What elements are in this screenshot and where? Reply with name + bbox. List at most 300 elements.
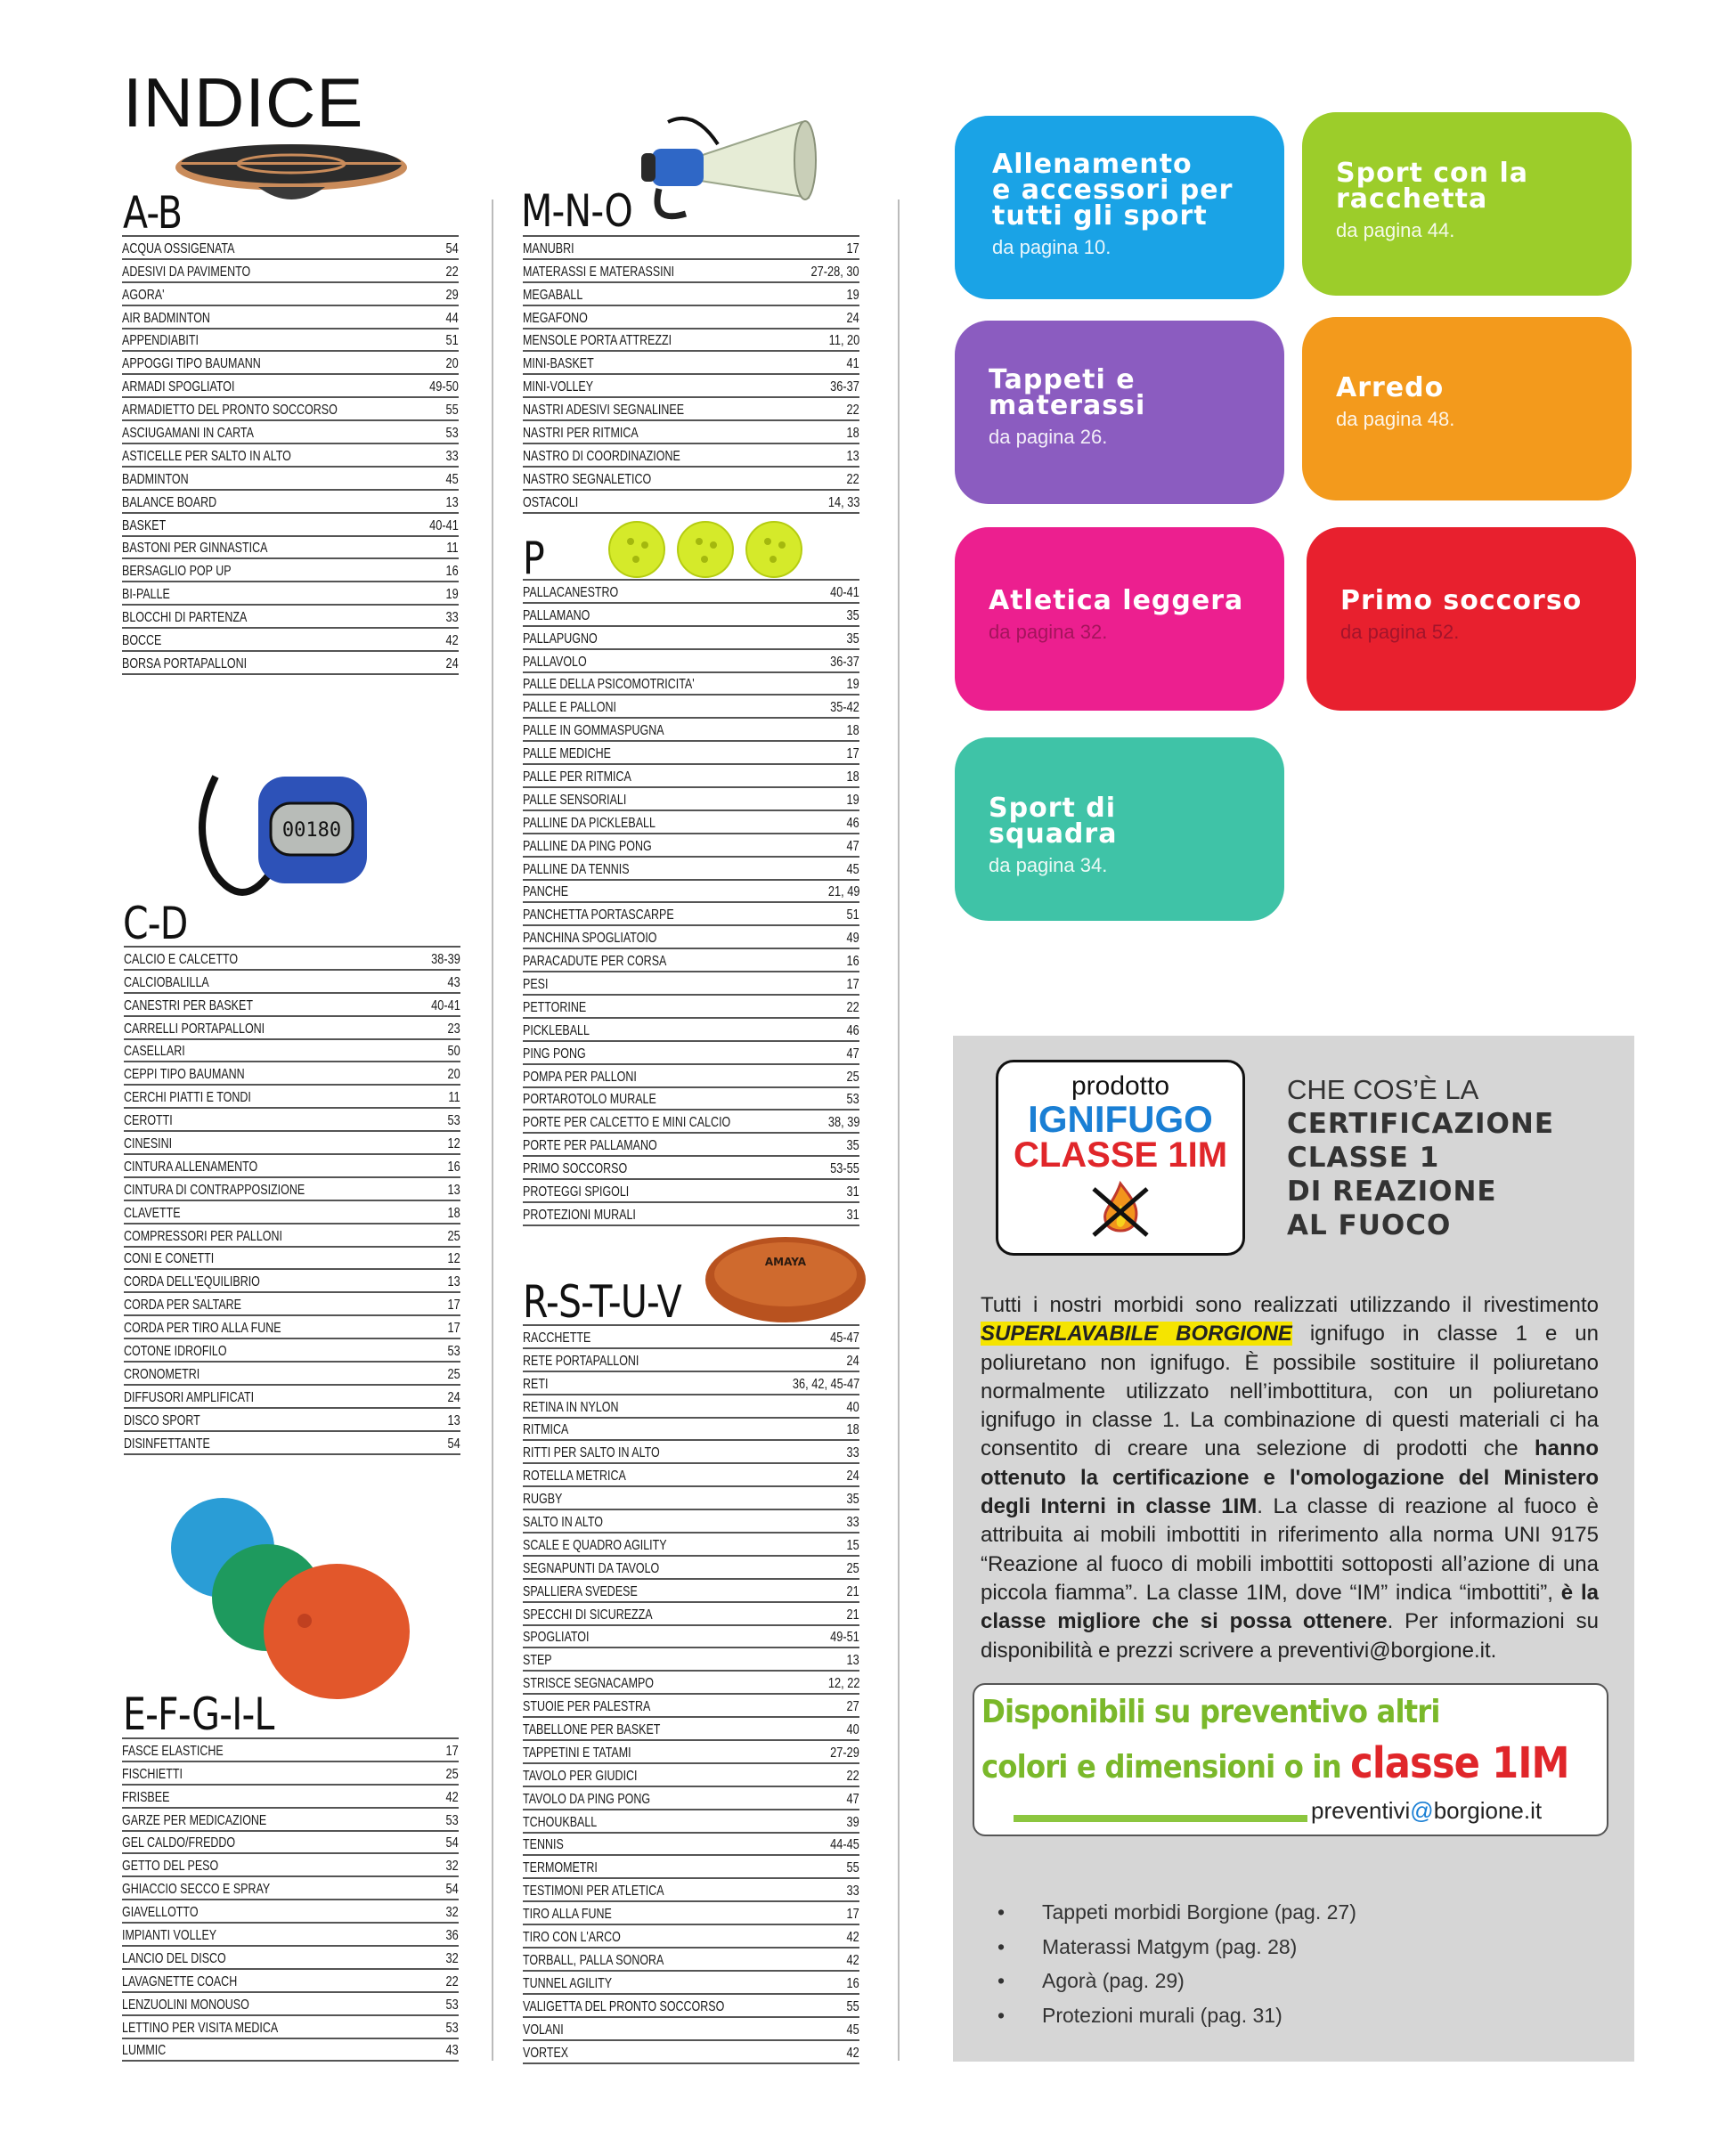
index-entry-page: 22 [445, 264, 459, 280]
section-heading: P [523, 533, 544, 584]
category-tile-tappeti[interactable] [955, 321, 1284, 504]
index-entry-page: 22 [846, 403, 859, 419]
index-entry-name: TENNIS [523, 1837, 564, 1853]
index-row [523, 858, 859, 881]
index-entry-page: 49-50 [429, 379, 459, 395]
index-entry-name: BALANCE BOARD [122, 494, 217, 510]
index-row [523, 1648, 859, 1672]
quote-promo-box [973, 1683, 1608, 1836]
column-divider [898, 199, 900, 2061]
index-row [124, 1363, 460, 1386]
index-entry-page: 46 [846, 815, 859, 831]
index-entry-name: DIFFUSORI AMPLIFICATI [124, 1389, 255, 1405]
index-entry-page: 18 [846, 1422, 859, 1438]
index-row [122, 1970, 459, 1993]
index-entry-name: CORDA PER TIRO ALLA FUNE [124, 1321, 281, 1337]
index-row [523, 1395, 859, 1419]
list-item: • Protezioni murali (pag. 31) [998, 1998, 1356, 2033]
index-entry-name: PORTE PER CALCETTO E MINI CALCIO [523, 1115, 731, 1131]
index-row [523, 1019, 859, 1042]
index-entry-name: CINTURA DI CONTRAPPOSIZIONE [124, 1182, 305, 1198]
index-entry-name: LENZUOLINI MONOUSO [122, 1997, 249, 2013]
index-row [124, 1155, 460, 1178]
index-entry-name: ARMADI SPOGLIATOI [122, 379, 235, 395]
index-row [124, 1316, 460, 1339]
index-row [124, 1132, 460, 1155]
index-entry-name: ROTELLA METRICA [523, 1469, 626, 1485]
index-row [122, 237, 459, 260]
index-entry-name: TAVOLO PER GIUDICI [523, 1768, 638, 1784]
index-entry-name: VOLANI [523, 2022, 564, 2038]
list-item: • Materassi Matgym (pag. 28) [998, 1930, 1356, 1965]
category-tile-atletica[interactable] [955, 527, 1284, 711]
index-row [122, 1762, 459, 1786]
index-entry-page: 24 [445, 655, 459, 671]
index-row [122, 1739, 459, 1762]
index-entry-name: ASTICELLE PER SALTO IN ALTO [122, 448, 291, 464]
index-entry-page: 17 [846, 977, 859, 993]
index-entry-name: IMPIANTI VOLLEY [122, 1928, 217, 1944]
tile-title: Atletica leggera [989, 585, 1244, 616]
index-row [124, 1086, 460, 1109]
index-entry-name: BASTONI PER GINNASTICA [122, 541, 268, 557]
index-entry-name: CLAVETTE [124, 1205, 181, 1221]
index-entry-page: 19 [445, 587, 459, 603]
index-entry-page: 42 [846, 2045, 859, 2061]
index-row [523, 468, 859, 491]
tile-page-ref: da pagina 34. [989, 854, 1108, 876]
index-entry-name: TIRO ALLA FUNE [523, 1907, 612, 1923]
certification-description [981, 1291, 1599, 1665]
index-entry-page: 43 [447, 974, 460, 990]
list-item-label: Protezioni murali (pag. 31) [1042, 2003, 1282, 2027]
index-entry-page: 11 [448, 1090, 460, 1106]
index-entry-page: 18 [846, 426, 859, 442]
index-entry-name: TUNNEL AGILITY [523, 1975, 613, 1991]
index-list [523, 581, 859, 1226]
email-user: preventivi [1311, 1797, 1411, 1824]
index-row [523, 1834, 859, 1857]
index-entry-page: 54 [445, 240, 459, 256]
index-row [523, 788, 859, 811]
index-row [124, 971, 460, 994]
index-entry-name: APPOGGI TIPO BAUMANN [122, 356, 261, 372]
index-entry-name: PALLAMANO [523, 607, 590, 623]
list-item-label: Agorà (pag. 29) [1042, 1969, 1185, 1992]
tile-page-ref: da pagina 44. [1336, 219, 1455, 241]
index-entry-page: 18 [846, 723, 859, 739]
index-entry-page: 40-41 [830, 584, 859, 600]
index-entry-page: 11, 20 [828, 333, 859, 349]
index-entry-name: CRONOMETRI [124, 1366, 200, 1382]
para-text: . Per informazioni su disponibilità e prezzi scrivere a preventivi@borgione.it. [981, 1609, 1599, 1663]
index-row [523, 1372, 859, 1395]
index-entry-page: 17 [846, 746, 859, 762]
index-entry-page: 54 [445, 1882, 459, 1898]
index-entry-page: 35 [846, 631, 859, 647]
index-entry-name: COTONE IDROFILO [124, 1344, 227, 1360]
index-entry-page: 42 [846, 1952, 859, 1968]
index-entry-page: 40-41 [431, 997, 460, 1013]
certification-heading [1287, 1073, 1554, 1242]
index-entry-page: 22 [846, 999, 859, 1015]
index-entry-name: NASTRI ADESIVI SEGNALINEE [523, 403, 685, 419]
index-row [523, 1441, 859, 1464]
index-entry-page: 36 [445, 1928, 459, 1944]
category-tile-racchetta[interactable] [1302, 112, 1632, 296]
index-entry-name: PROTEGGI SPIGOLI [523, 1184, 630, 1200]
index-entry-page: 45-47 [830, 1330, 859, 1346]
section-heading: M-N-O [521, 185, 632, 237]
index-entry-name: SCALE E QUADRO AGILITY [523, 1537, 667, 1553]
tile-title: Allenamento e accessori per tutti gli sport [992, 149, 1234, 232]
index-entry-name: MINI-VOLLEY [523, 379, 594, 395]
index-entry-name: PARACADUTE PER CORSA [523, 954, 667, 970]
index-entry-page: 23 [447, 1021, 460, 1037]
index-row [523, 972, 859, 996]
index-row [523, 996, 859, 1019]
category-tile-allenamento[interactable] [955, 116, 1284, 299]
index-entry-page: 19 [846, 677, 859, 693]
index-row [523, 742, 859, 765]
index-entry-name: RITMICA [523, 1422, 569, 1438]
tile-title: Sport con la racchetta [1336, 158, 1528, 215]
index-entry-page: 20 [445, 356, 459, 372]
index-row [523, 1065, 859, 1088]
index-entry-page: 55 [846, 1860, 859, 1876]
index-entry-page: 50 [447, 1044, 460, 1060]
index-row [523, 1180, 859, 1203]
index-list [523, 237, 859, 514]
cert-line2: CERTIFICAZIONE [1287, 1108, 1555, 1140]
index-row [523, 1810, 859, 1834]
index-row [523, 237, 859, 260]
index-entry-page: 24 [846, 310, 859, 326]
index-entry-name: PROTEZIONI MURALI [523, 1207, 636, 1223]
index-entry-page: 32 [445, 1905, 459, 1921]
index-row [122, 514, 459, 537]
index-entry-name: RITTI PER SALTO IN ALTO [523, 1445, 660, 1461]
index-entry-name: NASTRI PER RITMICA [523, 426, 639, 442]
index-entry-page: 11 [446, 541, 459, 557]
index-row [523, 834, 859, 858]
index-entry-page: 14, 33 [827, 494, 859, 510]
index-row [523, 949, 859, 972]
index-entry-page: 19 [846, 792, 859, 808]
index-entry-page: 22 [846, 1768, 859, 1784]
cert-line3: CLASSE 1 [1287, 1142, 1440, 1174]
index-entry-name: MATERASSI E MATERASSINI [523, 264, 675, 280]
index-entry-name: VORTEX [523, 2045, 569, 2061]
index-row [122, 1924, 459, 1947]
index-entry-name: CORDA DELL'EQUILIBRIO [124, 1274, 260, 1290]
promo-email-link[interactable] [1311, 1797, 1542, 1825]
index-entry-name: CEPPI TIPO BAUMANN [124, 1067, 245, 1083]
index-entry-page: 55 [445, 403, 459, 419]
index-row [124, 1178, 460, 1201]
index-entry-page: 22 [846, 471, 859, 487]
index-row [523, 1949, 859, 1972]
index-entry-page: 45 [445, 471, 459, 487]
index-entry-page: 24 [447, 1389, 460, 1405]
email-at: @ [1410, 1797, 1434, 1824]
badge-line3: CLASSE 1IM [1013, 1135, 1228, 1175]
tile-page-ref: da pagina 48. [1336, 408, 1455, 430]
index-entry-name: PALLE SENSORIALI [523, 792, 627, 808]
index-entry-name: BLOCCHI DI PARTENZA [122, 610, 248, 626]
index-row [122, 398, 459, 421]
index-row [523, 2018, 859, 2041]
index-row [122, 1993, 459, 2016]
index-entry-page: 21 [846, 1607, 859, 1623]
index-entry-page: 33 [846, 1515, 859, 1531]
index-entry-name: ACQUA OSSIGENATA [122, 240, 235, 256]
index-row [122, 468, 459, 491]
index-entry-page: 45 [846, 2022, 859, 2038]
index-entry-page: 55 [846, 1998, 859, 2014]
index-entry-name: BI-PALLE [122, 587, 170, 603]
index-entry-name: MINI-BASKET [523, 356, 594, 372]
index-row [122, 352, 459, 375]
index-entry-page: 20 [447, 1067, 460, 1083]
index-entry-page: 16 [846, 1975, 859, 1991]
index-entry-page: 22 [445, 1973, 459, 1989]
tile-page-ref: da pagina 52. [1340, 621, 1460, 643]
ignifugo-badge [996, 1060, 1245, 1256]
index-entry-page: 25 [447, 1228, 460, 1244]
index-entry-name: MEGAFONO [523, 310, 588, 326]
index-row [122, 1786, 459, 1809]
index-row [122, 582, 459, 606]
index-row [523, 1419, 859, 1442]
index-row [523, 260, 859, 283]
index-entry-page: 44 [445, 310, 459, 326]
index-entry-page: 21, 49 [827, 884, 859, 900]
index-entry-page: 16 [445, 564, 459, 580]
index-row [122, 1947, 459, 1970]
index-entry-name: BORSA PORTAPALLONI [122, 655, 248, 671]
index-row [523, 881, 859, 904]
index-row [122, 559, 459, 582]
index-entry-page: 12 [447, 1136, 460, 1152]
index-row [122, 1832, 459, 1855]
index-entry-name: BASKET [122, 517, 167, 533]
index-row [523, 1111, 859, 1134]
index-row [124, 1248, 460, 1271]
index-entry-name: CASELLARI [124, 1044, 185, 1060]
cert-line4: DI REAZIONE [1287, 1176, 1497, 1208]
index-row [523, 352, 859, 375]
index-entry-name: PICKLEBALL [523, 1022, 590, 1038]
index-entry-name: CALCIOBALILLA [124, 974, 209, 990]
index-entry-page: 53 [447, 1344, 460, 1360]
index-entry-page: 25 [846, 1069, 859, 1085]
section-heading: E-F-G-I-L [123, 1688, 274, 1740]
para-text: . La classe di reazione al fuoco è attribuita ai mobili imbottiti in riferimento alla norma UNI 9175 “Reazione al fuoco di mobili imbottiti sottoposti all’azione di una piccola fiamma”. La classe 1IM, dove “IM” indica “imbottiti”, [981, 1494, 1599, 1605]
index-entry-page: 16 [846, 954, 859, 970]
index-entry-page: 42 [445, 633, 459, 649]
index-entry-name: CARRELLI PORTAPALLONI [124, 1021, 265, 1037]
index-row [523, 1925, 859, 1949]
index-entry-page: 36-37 [830, 379, 859, 395]
index-entry-name: CINESINI [124, 1136, 173, 1152]
index-entry-page: 32 [445, 1950, 459, 1966]
index-row [523, 604, 859, 627]
index-entry-name: MENSOLE PORTA ATTREZZI [523, 333, 672, 349]
index-entry-page: 41 [846, 356, 859, 372]
promo-accent-bar [1014, 1815, 1307, 1822]
page-title: INDICE [123, 63, 364, 142]
index-entry-page: 17 [447, 1321, 460, 1337]
promo-line2-text: colori e dimensioni o in [981, 1749, 1351, 1786]
column-divider [492, 199, 493, 2061]
index-entry-page: 24 [846, 1469, 859, 1485]
index-entry-name: SPOGLIATOI [523, 1630, 590, 1646]
index-row [523, 926, 859, 949]
index-row [523, 627, 859, 650]
index-entry-page: 53 [445, 2020, 459, 2036]
index-entry-name: TABELLONE PER BASKET [523, 1722, 661, 1738]
index-row [122, 375, 459, 398]
badge-line2: IGNIFUGO [1028, 1098, 1213, 1140]
index-entry-page: 40 [846, 1399, 859, 1415]
index-row [122, 537, 459, 560]
index-entry-name: AGORA' [122, 287, 165, 303]
index-entry-name: TAPPETINI E TATAMI [523, 1745, 631, 1761]
index-row [523, 1088, 859, 1111]
category-tile-arredo[interactable] [1302, 317, 1632, 500]
megaphone-image [632, 109, 819, 233]
index-row [523, 1326, 859, 1349]
index-list [122, 237, 459, 675]
index-row [523, 811, 859, 834]
email-domain: borgione.it [1433, 1797, 1543, 1824]
index-entry-name: CALCIO E CALCETTO [124, 951, 239, 967]
index-entry-name: TAVOLO DA PING PONG [523, 1791, 651, 1807]
balance-board-image [174, 141, 410, 212]
index-entry-name: NASTRO SEGNALETICO [523, 471, 652, 487]
para-bold: hanno ottenuto la certificazione e l'omologazione del Ministero degli Interni in classe 1IM [981, 1436, 1599, 1519]
index-entry-page: 53 [445, 1997, 459, 2013]
category-tile-squadra[interactable] [955, 737, 1284, 921]
index-row [523, 696, 859, 719]
index-row [122, 491, 459, 514]
index-entry-name: BOCCE [122, 633, 162, 649]
cert-line5: AL FUOCO [1287, 1209, 1452, 1241]
index-entry-name: GETTO DEL PESO [122, 1859, 219, 1875]
index-entry-name: PESI [523, 977, 549, 993]
index-entry-page: 47 [846, 1791, 859, 1807]
index-entry-name: TESTIMONI PER ATLETICA [523, 1883, 664, 1900]
index-row [523, 719, 859, 742]
index-entry-name: PALLINE DA TENNIS [523, 861, 630, 877]
index-entry-page: 38-39 [431, 951, 460, 967]
index-row [124, 1040, 460, 1063]
list-item-label: Materassi Matgym (pag. 28) [1042, 1934, 1298, 1958]
index-entry-page: 18 [447, 1205, 460, 1221]
index-entry-name: BADMINTON [122, 471, 189, 487]
index-row [124, 1201, 460, 1224]
index-list [124, 948, 460, 1455]
category-tile-primo-soccorso[interactable] [1307, 527, 1636, 711]
index-entry-name: TERMOMETRI [523, 1860, 598, 1876]
index-entry-page: 19 [846, 287, 859, 303]
index-entry-name: PALLINE DA PICKLEBALL [523, 815, 656, 831]
section-heading: R-S-T-U-V [523, 1276, 681, 1328]
index-row [124, 1409, 460, 1432]
index-row [124, 994, 460, 1017]
index-entry-name: ADESIVI DA PAVIMENTO [122, 264, 251, 280]
index-entry-page: 17 [846, 1907, 859, 1923]
index-row [523, 1626, 859, 1649]
index-entry-page: 49 [846, 931, 859, 947]
index-entry-page: 27-29 [830, 1745, 859, 1761]
index-entry-page: 18 [846, 769, 859, 785]
index-entry-page: 13 [447, 1412, 460, 1428]
index-entry-name: FASCE ELASTICHE [122, 1743, 224, 1759]
svg-text:AMAYA: AMAYA [764, 1256, 807, 1268]
index-entry-page: 16 [447, 1159, 460, 1175]
index-entry-page: 13 [447, 1274, 460, 1290]
index-entry-name: MEGABALL [523, 287, 583, 303]
index-entry-name: SEGNAPUNTI DA TAVOLO [523, 1560, 660, 1576]
index-entry-name: ASCIUGAMANI IN CARTA [122, 426, 254, 442]
index-entry-page: 17 [447, 1298, 460, 1314]
index-entry-name: PALLAPUGNO [523, 631, 598, 647]
index-entry-name: PANCHETTA PORTASCARPE [523, 907, 674, 923]
para-highlight: SUPERLAVABILE BORGIONE [981, 1322, 1292, 1346]
index-entry-name: PING PONG [523, 1045, 586, 1062]
index-row [523, 765, 859, 788]
index-row [124, 1062, 460, 1086]
index-entry-page: 35 [846, 607, 859, 623]
tile-title: Tappeti e materassi [989, 364, 1146, 421]
pickleball-image [606, 518, 810, 581]
index-entry-name: SPALLIERA SVEDESE [523, 1583, 638, 1599]
tile-page-ref: da pagina 32. [989, 621, 1108, 643]
index-entry-name: RACCHETTE [523, 1330, 591, 1346]
index-row [523, 1856, 859, 1879]
index-row [124, 948, 460, 971]
index-row [523, 1580, 859, 1603]
index-row [122, 629, 459, 652]
index-row [122, 1877, 459, 1900]
index-entry-page: 45 [846, 861, 859, 877]
index-list [523, 1326, 859, 2064]
index-entry-name: PALLAVOLO [523, 654, 587, 670]
index-row [122, 306, 459, 330]
index-entry-page: 31 [846, 1184, 859, 1200]
promo-line1: Disponibili su preventivo altri [981, 1694, 1440, 1730]
index-row [122, 1809, 459, 1832]
index-entry-name: GIAVELLOTTO [122, 1905, 199, 1921]
index-row [122, 421, 459, 444]
index-entry-page: 33 [445, 610, 459, 626]
index-entry-page: 35 [846, 1492, 859, 1508]
index-entry-name: STRISCE SEGNACAMPO [523, 1676, 655, 1692]
index-entry-name: MANUBRI [523, 240, 574, 256]
index-entry-name: APPENDIABITI [122, 333, 199, 349]
index-entry-name: PORTAROTOLO MURALE [523, 1092, 656, 1108]
index-entry-page: 32 [445, 1859, 459, 1875]
promo-class-label: classe 1IM [1350, 1738, 1569, 1788]
index-entry-page: 51 [846, 907, 859, 923]
index-entry-name: LETTINO PER VISITA MEDICA [122, 2020, 279, 2036]
index-row [523, 1995, 859, 2018]
index-entry-page: 13 [846, 1653, 859, 1669]
index-row [523, 903, 859, 926]
index-entry-page: 53 [445, 426, 459, 442]
